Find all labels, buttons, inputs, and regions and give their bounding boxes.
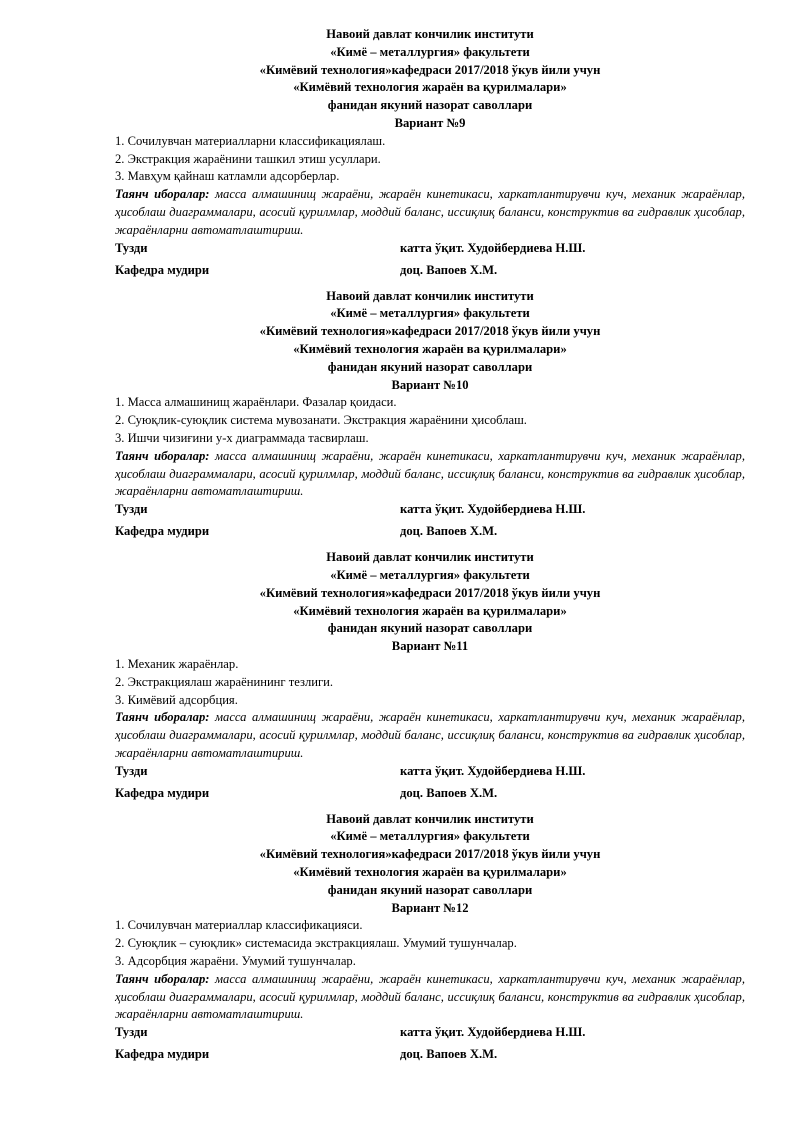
- head-of-department-name: доц. Вапоев Х.М.: [400, 524, 498, 539]
- exam-type: фанидан якуний назорат саволлари: [327, 882, 533, 897]
- institute-name: Навоий давлат кончилик институти: [326, 550, 534, 565]
- question-2: 2. Экстракциялаш жараёнининг тезлиги.: [115, 674, 334, 689]
- exam-type: фанидан якуний назорат саволлари: [327, 98, 533, 113]
- subject-name: «Кимёвий технология жараён ва қурилмалари»: [293, 80, 567, 95]
- variant-block: [115, 26, 745, 288]
- faculty-name: «Кимё – металлургия» факультети: [330, 44, 530, 59]
- institute-name: Навоий давлат кончилик институти: [326, 27, 534, 41]
- keywords-paragraph: [115, 186, 745, 239]
- compiled-by-label: Тузди: [115, 240, 148, 255]
- signature-head: [115, 1046, 745, 1072]
- question-3: 3. Кимёвий адсорбция.: [115, 692, 238, 707]
- department-line: «Кимёвий технология»кафедраси 2017/2018 ўкув йили учун: [259, 62, 601, 77]
- exam-type: фанидан якуний назорат саволлари: [327, 621, 533, 636]
- question-1: 1. Механик жараёнлар.: [115, 656, 239, 671]
- keywords-paragraph: [115, 709, 745, 762]
- subject-name: «Кимёвий технология жараён ва қурилмалари»: [293, 865, 567, 880]
- head-of-department-name: доц. Вапоев Х.М.: [400, 262, 498, 277]
- department-line: «Кимёвий технология»кафедраси 2017/2018 ўкув йили учун: [259, 585, 601, 600]
- keywords-paragraph: [115, 448, 745, 501]
- signature-compiled: [115, 763, 745, 785]
- compiled-by-name: катта ўқит. Худойбердиева Н.Ш.: [400, 502, 586, 517]
- signature-compiled: [115, 240, 745, 262]
- question-1: 1. Масса алмашинищ жараёнлари. Фазалар қоидаси.: [115, 395, 397, 410]
- subject-name: «Кимёвий технология жараён ва қурилмалари»: [293, 341, 567, 356]
- keywords-text: масса алмашинищ жараёни, жараён кинетикаси, харкатлантирувчи куч, механик жараёнлар, ҳисоблаш диаграммалари, асосий қурилмлар, моддий баланс, иссиқлиқ баланси, конструктив ва гидравлик ҳисоблар, жараёнларни автоматлаштириш.: [115, 971, 745, 1022]
- signature-compiled: [115, 501, 745, 523]
- department-line: «Кимёвий технология»кафедраси 2017/2018 ўкув йили учун: [259, 847, 601, 862]
- signature-compiled: [115, 1024, 745, 1046]
- head-of-department-label: Кафедра мудири: [115, 262, 210, 277]
- variant-title: Вариант №10: [391, 377, 469, 392]
- compiled-by-name: катта ўқит. Худойбердиева Н.Ш.: [400, 1025, 586, 1040]
- keywords-text: масса алмашинищ жараёни, жараён кинетикаси, харкатлантирувчи куч, механик жараёнлар, ҳисоблаш диаграммалари, асосий қурилмлар, моддий баланс, иссиқлиқ баланси, конструктив ва гидравлик ҳисоблар, жараёнларни автоматлаштириш.: [115, 710, 745, 760]
- keywords-label: Таянч иборалар:: [115, 971, 210, 986]
- variant-title: Вариант №12: [391, 900, 469, 915]
- institute-name: Навоий давлат кончилик институти: [326, 811, 534, 826]
- compiled-by-label: Тузди: [115, 1025, 148, 1040]
- question-2: 2. Суюқлик-суюқлик система мувозанати. Экстракция жараёнини ҳисоблаш.: [115, 413, 527, 428]
- keywords-label: Таянч иборалар:: [115, 710, 210, 725]
- keywords-label: Таянч иборалар:: [115, 187, 210, 202]
- keywords-paragraph: [115, 971, 745, 1024]
- question-3: 3. Адсорбция жараёни. Умумий тушунчалар.: [115, 954, 356, 969]
- institute-name: Навоий давлат кончилик институти: [326, 288, 534, 303]
- subject-name: «Кимёвий технология жараён ва қурилмалари»: [293, 603, 567, 618]
- question-1: 1. Сочилувчан материаллар классификацияси.: [115, 918, 363, 933]
- head-of-department-name: доц. Вапоев Х.М.: [400, 785, 498, 800]
- signature-head: [115, 262, 745, 288]
- question-2: 2. Суюқлик – суюқлик» системасида экстракциялаш. Умумий тушунчалар.: [115, 936, 517, 951]
- compiled-by-name: катта ўқит. Худойбердиева Н.Ш.: [400, 240, 586, 255]
- variant-block: [115, 288, 745, 550]
- question-3: 3. Мавҳум қайнаш катламли адсорберлар.: [115, 169, 340, 184]
- compiled-by-label: Тузди: [115, 763, 148, 778]
- question-2: 2. Экстракция жараёнини ташкил этиш усуллари.: [115, 151, 381, 166]
- question-1: 1. Сочилувчан материалларни классификациялаш.: [115, 133, 386, 148]
- variant-title: Вариант №9: [394, 115, 466, 130]
- head-of-department-label: Кафедра мудири: [115, 524, 210, 539]
- faculty-name: «Кимё – металлургия» факультети: [330, 567, 530, 582]
- keywords-text: масса алмашинищ жараёни, жараён кинетикаси, харкатлантирувчи куч, механик жараёнлар, ҳисоблаш диаграммалари, асосий қурилмлар, моддий баланс, иссиқлиқ баланси, конструктив ва гидравлик ҳисоблар, жараёнларни автоматлаштириш.: [115, 448, 745, 499]
- head-of-department-label: Кафедра мудири: [115, 785, 210, 800]
- faculty-name: «Кимё – металлургия» факультети: [330, 306, 530, 321]
- variant-title: Вариант №11: [391, 639, 469, 654]
- keywords-text: масса алмашинищ жараёни, жараён кинетикаси, харкатлантирувчи куч, механик жараёнлар, ҳисоблаш диаграммалари, асосий қурилмлар, моддий баланс, иссиқлиқ баланси, конструктив ва гидравлик ҳисоблар, жараёнларни автоматлаштириш.: [115, 187, 745, 237]
- variant-block: [115, 549, 745, 811]
- compiled-by-label: Тузди: [115, 502, 148, 517]
- signature-head: [115, 523, 745, 549]
- question-3: 3. Ишчи чизиғини у-х диаграммада тасвирлаш.: [115, 430, 369, 445]
- faculty-name: «Кимё – металлургия» факультети: [330, 829, 530, 844]
- exam-type: фанидан якуний назорат саволлари: [327, 359, 533, 374]
- signature-head: [115, 785, 745, 811]
- head-of-department-name: доц. Вапоев Х.М.: [400, 1047, 498, 1062]
- keywords-label: Таянч иборалар:: [115, 448, 210, 463]
- head-of-department-label: Кафедра мудири: [115, 1047, 210, 1062]
- department-line: «Кимёвий технология»кафедраси 2017/2018 ўкув йили учун: [259, 324, 601, 339]
- compiled-by-name: катта ўқит. Худойбердиева Н.Ш.: [400, 763, 586, 778]
- variant-block: [115, 811, 745, 1073]
